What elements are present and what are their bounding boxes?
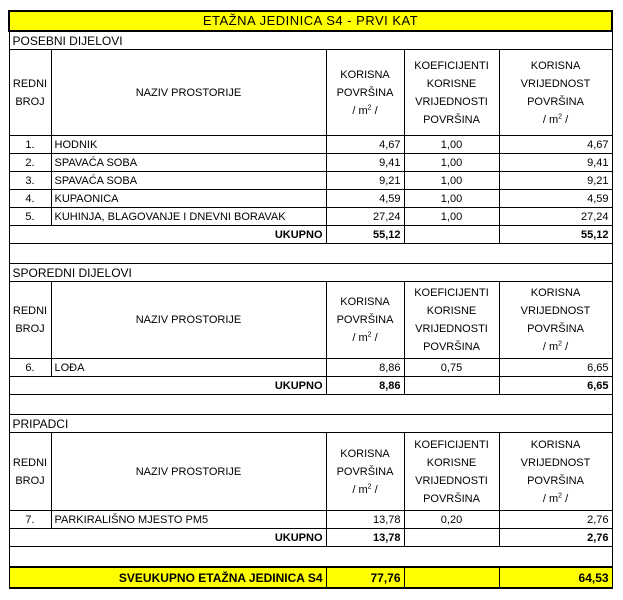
- subtotal-label: UKUPNO: [51, 226, 326, 244]
- table-row: [9, 136, 612, 154]
- row-coef: 1,00: [404, 154, 499, 172]
- row-name: KUPAONICA: [51, 190, 326, 208]
- row-name: KUHINJA, BLAGOVANJE I DNEVNI BORAVAK: [51, 208, 326, 226]
- row-number: 5.: [9, 208, 51, 226]
- subtotal-label: UKUPNO: [51, 529, 326, 547]
- header-koeficijenti: KOEFICIJENTI KORISNE VRIJEDNOSTI POVRŠINA: [404, 282, 499, 359]
- section-title-sporedni: SPOREDNI DIJELOVI: [9, 264, 612, 282]
- header-korisna-vrijednost: KORISNA VRIJEDNOST POVRŠINA / $m^2$ /: [499, 433, 612, 511]
- row-value: 6,65: [499, 359, 612, 377]
- row-number: 1.: [9, 136, 51, 154]
- row-area: 4,59: [326, 190, 404, 208]
- row-area: 13,78: [326, 511, 404, 529]
- row-coef: 1,00: [404, 136, 499, 154]
- header-korisna: KORISNA POVRŠINA / $m^2$ /: [326, 433, 404, 511]
- section-title-pripadci: PRIPADCI: [9, 415, 612, 433]
- area-table-sheet: [8, 10, 611, 589]
- table-row: [9, 511, 612, 529]
- subtotal-row: [9, 226, 612, 244]
- row-name: LOĐA: [51, 359, 326, 377]
- row-number: 3.: [9, 172, 51, 190]
- row-value: 4,59: [499, 190, 612, 208]
- row-coef: 1,00: [404, 172, 499, 190]
- row-name: SPAVAĆA SOBA: [51, 172, 326, 190]
- subtotal-row: [9, 529, 612, 547]
- header-korisna-vrijednost: KORISNA VRIJEDNOST POVRŠINA / $m^2$ /: [499, 282, 612, 359]
- row-coef: 0,20: [404, 511, 499, 529]
- row-value: 27,24: [499, 208, 612, 226]
- row-name: PARKIRALIŠNO MJESTO PM5: [51, 511, 326, 529]
- row-area: 9,41: [326, 154, 404, 172]
- section-row: [9, 415, 612, 433]
- header-redni: REDNI BROJ: [9, 50, 51, 136]
- title-row: [9, 11, 612, 31]
- grand-total-value: 64,53: [499, 567, 612, 588]
- subtotal-value: 55,12: [499, 226, 612, 244]
- grand-total-area: 77,76: [326, 567, 404, 588]
- header-row: [9, 433, 612, 511]
- header-row: [9, 282, 612, 359]
- header-row: [9, 50, 612, 136]
- subtotal-area: 13,78: [326, 529, 404, 547]
- subtotal-value: 2,76: [499, 529, 612, 547]
- header-naziv: NAZIV PROSTORIJE: [51, 433, 326, 511]
- section-row: [9, 31, 612, 50]
- header-naziv: NAZIV PROSTORIJE: [51, 50, 326, 136]
- header-naziv: NAZIV PROSTORIJE: [51, 282, 326, 359]
- grand-total-label: SVEUKUPNO ETAŽNA JEDINICA S4: [51, 567, 326, 588]
- header-korisna: KORISNA POVRŠINA / $m^2$ /: [326, 50, 404, 136]
- row-area: 8,86: [326, 359, 404, 377]
- page-title: ETAŽNA JEDINICA S4 - PRVI KAT: [9, 11, 612, 31]
- header-redni: REDNI BROJ: [9, 433, 51, 511]
- spacer-row: [9, 547, 612, 568]
- row-area: 27,24: [326, 208, 404, 226]
- subtotal-label: UKUPNO: [51, 377, 326, 395]
- table-row: [9, 154, 612, 172]
- row-number: 7.: [9, 511, 51, 529]
- table-row: [9, 172, 612, 190]
- header-redni: REDNI BROJ: [9, 282, 51, 359]
- row-number: 4.: [9, 190, 51, 208]
- spacer-row: [9, 395, 612, 415]
- subtotal-area: 8,86: [326, 377, 404, 395]
- header-koeficijenti: KOEFICIJENTI KORISNE VRIJEDNOSTI POVRŠINA: [404, 50, 499, 136]
- section-title-posebni: POSEBNI DIJELOVI: [9, 31, 612, 50]
- row-name: SPAVAĆA SOBA: [51, 154, 326, 172]
- row-name: HODNIK: [51, 136, 326, 154]
- row-area: 4,67: [326, 136, 404, 154]
- header-korisna-vrijednost: KORISNA VRIJEDNOST POVRŠINA / $m^2$ /: [499, 50, 612, 136]
- header-koeficijenti: KOEFICIJENTI KORISNE VRIJEDNOSTI POVRŠINA: [404, 433, 499, 511]
- row-value: 9,41: [499, 154, 612, 172]
- header-korisna: KORISNA POVRŠINA / $m^2$ /: [326, 282, 404, 359]
- row-coef: 0,75: [404, 359, 499, 377]
- grand-total-row: [9, 567, 612, 588]
- subtotal-area: 55,12: [326, 226, 404, 244]
- subtotal-value: 6,65: [499, 377, 612, 395]
- row-coef: 1,00: [404, 208, 499, 226]
- spacer-row: [9, 244, 612, 264]
- row-value: 2,76: [499, 511, 612, 529]
- row-number: 2.: [9, 154, 51, 172]
- row-coef: 1,00: [404, 190, 499, 208]
- row-area: 9,21: [326, 172, 404, 190]
- row-value: 4,67: [499, 136, 612, 154]
- area-table: [8, 10, 613, 589]
- row-number: 6.: [9, 359, 51, 377]
- table-row: [9, 359, 612, 377]
- table-row: [9, 190, 612, 208]
- section-row: [9, 264, 612, 282]
- row-value: 9,21: [499, 172, 612, 190]
- subtotal-row: [9, 377, 612, 395]
- table-row: [9, 208, 612, 226]
